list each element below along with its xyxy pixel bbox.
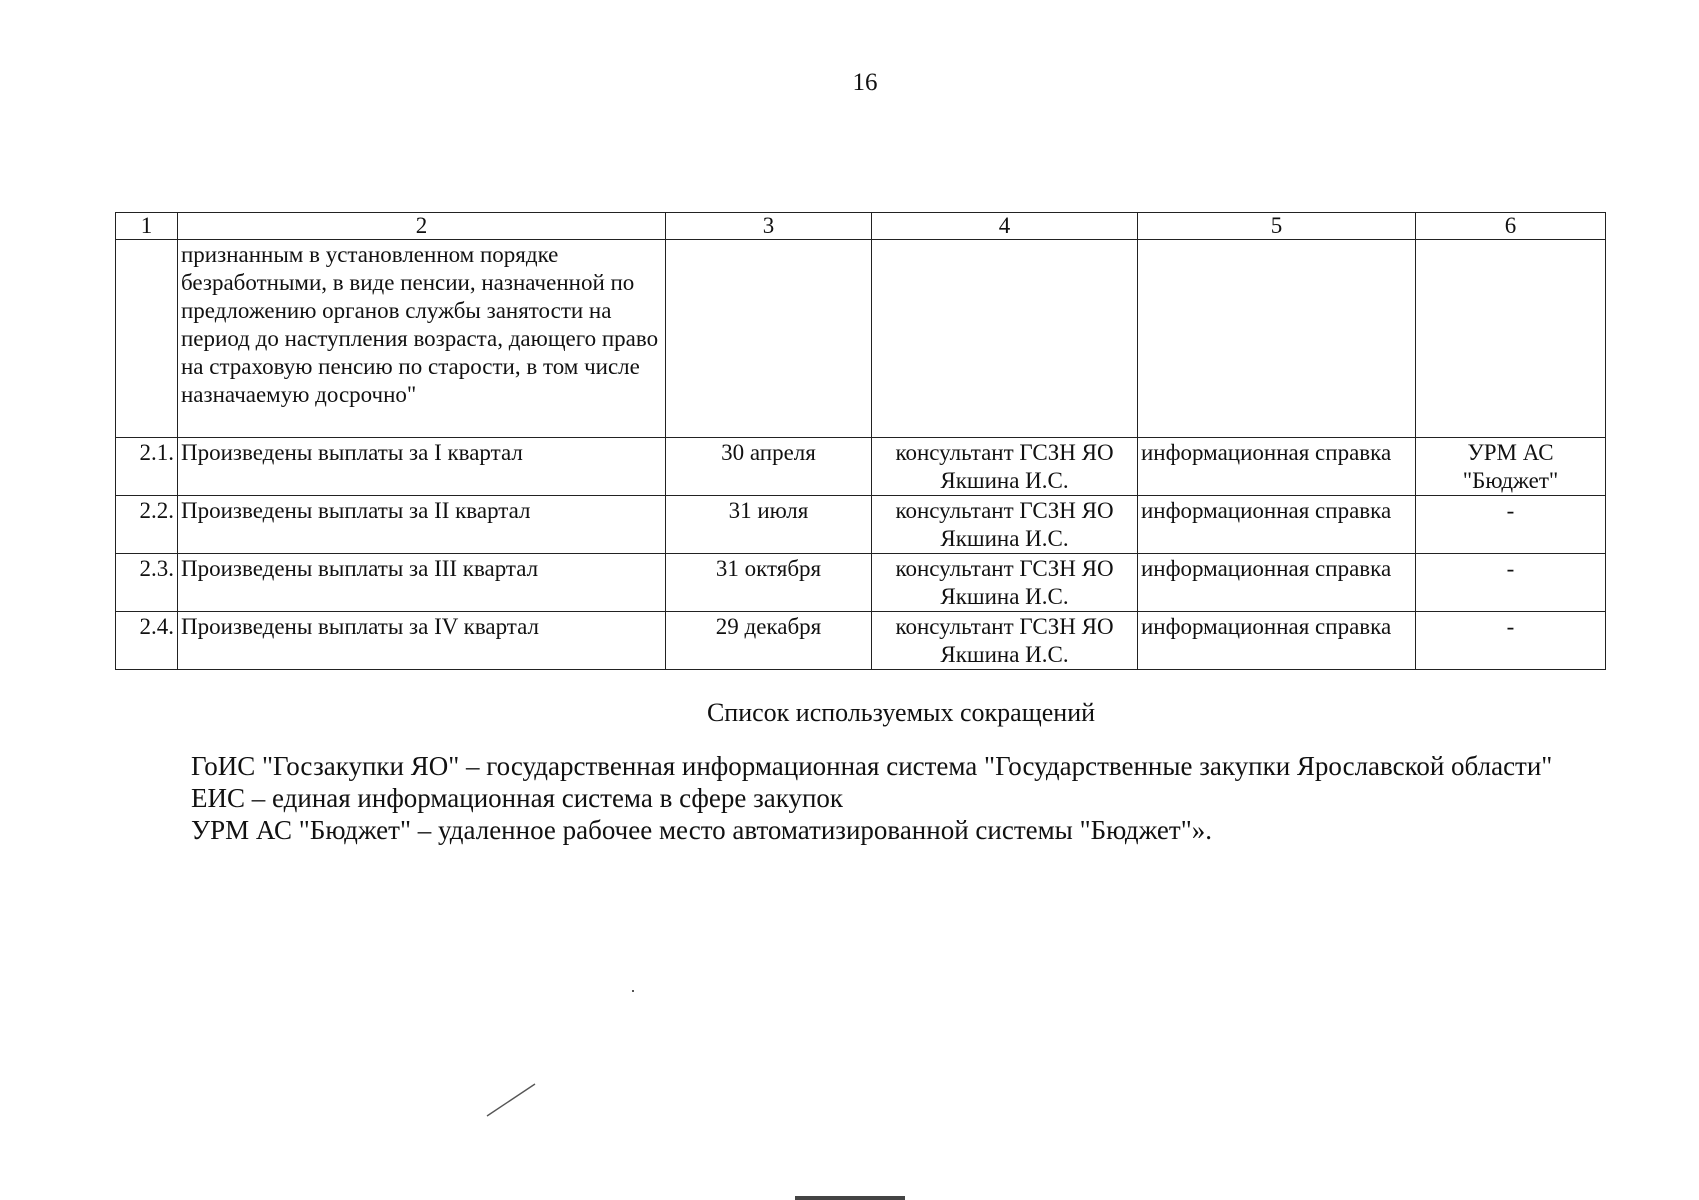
table-header-row <box>116 213 1606 240</box>
column-header: 6 <box>1416 213 1606 240</box>
table-cell <box>116 240 178 438</box>
responsible-cell: консультант ГСЗН ЯО Якшина И.С. <box>872 554 1138 612</box>
column-header: 2 <box>178 213 666 240</box>
result-cell: информационная справка <box>1138 612 1416 670</box>
pen-stroke-mark <box>485 1080 545 1120</box>
responsible-cell: консультант ГСЗН ЯО Якшина И.С. <box>872 496 1138 554</box>
table-cell-event-continuation: признанным в установленном порядке безработными, в виде пенсии, назначенной по предложению органов службы занятости на период до наступления возраста, дающего право на страховую пенсию по старости, в том числе назначаемую досрочно" <box>178 240 666 438</box>
deadline-cell: 31 октября <box>666 554 872 612</box>
abbreviations-list <box>115 750 1603 846</box>
column-header: 1 <box>116 213 178 240</box>
deadline-cell: 30 апреля <box>666 438 872 496</box>
column-header: 5 <box>1138 213 1416 240</box>
abbreviation-item: УРМ АС "Бюджет" – удаленное рабочее место автоматизированной системы "Бюджет"». <box>191 815 1212 845</box>
scan-edge-mark <box>795 1196 905 1200</box>
result-cell: информационная справка <box>1138 438 1416 496</box>
table-cell <box>666 240 872 438</box>
event-cell: Произведены выплаты за I квартал <box>178 438 666 496</box>
system-cell: УРМ АС "Бюджет" <box>1416 438 1606 496</box>
responsible-cell: консультант ГСЗН ЯО Якшина И.С. <box>872 612 1138 670</box>
table-cell <box>872 240 1138 438</box>
event-cell: Произведены выплаты за II квартал <box>178 496 666 554</box>
table-row <box>116 554 1606 612</box>
system-cell: - <box>1416 554 1606 612</box>
deadline-cell: 31 июля <box>666 496 872 554</box>
deadline-cell: 29 декабря <box>666 612 872 670</box>
system-cell: - <box>1416 612 1606 670</box>
responsible-cell: консультант ГСЗН ЯО Якшина И.С. <box>872 438 1138 496</box>
table-row <box>116 496 1606 554</box>
table-cell <box>1416 240 1606 438</box>
table-row-continuation <box>116 240 1606 438</box>
row-number: 2.4. <box>116 612 178 670</box>
page-number: 16 <box>852 69 878 96</box>
event-cell: Произведены выплаты за III квартал <box>178 554 666 612</box>
column-header: 3 <box>666 213 872 240</box>
table-cell <box>1138 240 1416 438</box>
system-cell: - <box>1416 496 1606 554</box>
row-number: 2.3. <box>116 554 178 612</box>
events-table <box>115 212 1606 670</box>
row-number: 2.1. <box>116 438 178 496</box>
row-number: 2.2. <box>116 496 178 554</box>
scan-dot <box>632 990 634 992</box>
column-header: 4 <box>872 213 1138 240</box>
event-cell: Произведены выплаты за IV квартал <box>178 612 666 670</box>
table-row <box>116 612 1606 670</box>
result-cell: информационная справка <box>1138 554 1416 612</box>
abbreviations-title: Список используемых сокращений <box>706 698 1096 727</box>
abbreviation-item: ЕИС – единая информационная система в сфере закупок <box>191 783 844 813</box>
result-cell: информационная справка <box>1138 496 1416 554</box>
abbreviation-item: ГоИС "Госзакупки ЯО" – государственная информационная система "Государственные закупки Ярославской области" <box>191 751 1553 781</box>
table-row <box>116 438 1606 496</box>
